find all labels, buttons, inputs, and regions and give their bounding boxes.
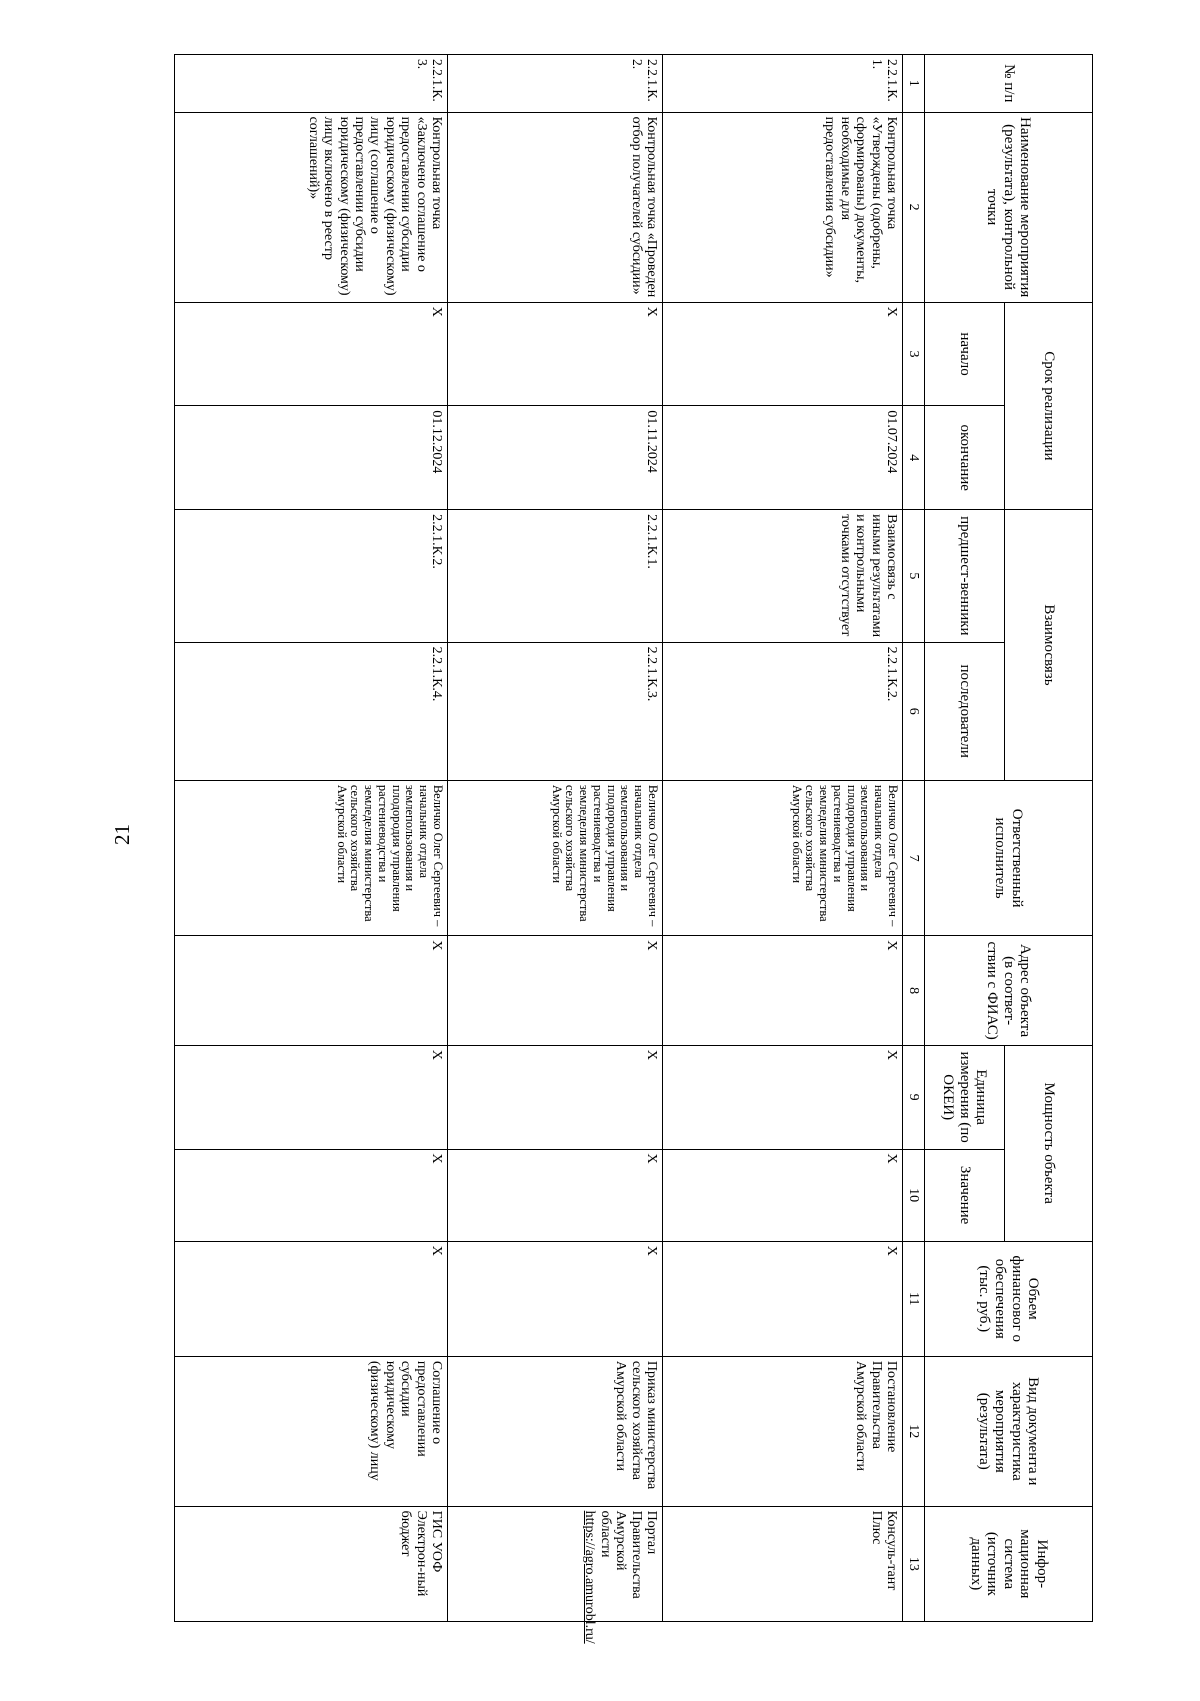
row-value: Х xyxy=(448,1149,663,1241)
header-executor: Ответственный исполнитель xyxy=(925,780,1093,936)
row-num: 2.2.1.К. 3. xyxy=(175,55,448,113)
header-unit: Единица измерения (по ОКЕИ) xyxy=(925,1045,1005,1149)
row-funding: Х xyxy=(663,1241,903,1356)
row-doc: Постановление Правительства Амурской области xyxy=(663,1356,903,1506)
header-doc: Вид документа и характеристика мероприятия (результата) xyxy=(925,1356,1093,1506)
page-number: 21 xyxy=(110,824,134,845)
row-successors: 2.2.1.К.2. xyxy=(663,642,903,780)
column-number: 8 xyxy=(903,936,925,1045)
row-unit: Х xyxy=(448,1045,663,1149)
row-unit: Х xyxy=(663,1045,903,1149)
column-numbers-row xyxy=(903,55,925,1622)
row-value: Х xyxy=(663,1149,903,1241)
row-end: 01.11.2024 xyxy=(448,406,663,510)
row-successors: 2.2.1.К.4. xyxy=(175,642,448,780)
header-num: № п/п xyxy=(925,55,1093,113)
table-row xyxy=(663,55,903,1622)
row-successors: 2.2.1.К.3. xyxy=(448,642,663,780)
row-system: Консуль-тант Плюс xyxy=(663,1506,903,1621)
column-number: 9 xyxy=(903,1045,925,1149)
column-number: 3 xyxy=(903,302,925,406)
rotated-table-container xyxy=(175,54,1093,1644)
header-name: Наименование мероприятия (результата), контрольной точки xyxy=(925,112,1093,302)
row-doc: Соглашение о предоставлении субсидии юридическому (физическому) лицу xyxy=(175,1356,448,1506)
header-funding: Объем финансовог о обеспечения (тыс. руб.) xyxy=(925,1241,1093,1356)
plan-table xyxy=(174,54,1093,1644)
row-funding: Х xyxy=(175,1241,448,1356)
row-start: Х xyxy=(448,302,663,406)
header-relation: Взаимосвязь xyxy=(1005,510,1093,781)
row-unit: Х xyxy=(175,1045,448,1149)
header-row-1 xyxy=(1005,55,1093,1622)
row-system-text: Портал Правительства Амурской области xyxy=(597,1510,659,1599)
header-period: Срок реализации xyxy=(1005,302,1093,509)
column-number: 5 xyxy=(903,510,925,642)
row-executor: Величко Олег Сергеевич – начальник отдела землепользования и плодородия управления растениеводства и земледелия министерства сельского хозяйства Амурской области xyxy=(448,780,663,936)
column-number: 4 xyxy=(903,406,925,510)
header-value: Значение xyxy=(925,1149,1005,1241)
column-number: 6 xyxy=(903,642,925,780)
column-number: 2 xyxy=(903,112,925,302)
row-system: ГИС УОФ Электрон-ный бюджет xyxy=(175,1506,448,1621)
row-executor: Величко Олег Сергеевич – начальник отдела землепользования и плодородия управления растениеводства и земледелия министерства сельского хозяйства Амурской области xyxy=(663,780,903,936)
row-end: 01.12.2024 xyxy=(175,406,448,510)
column-number: 13 xyxy=(903,1506,925,1621)
header-capacity: Мощность объекта xyxy=(1005,1045,1093,1241)
row-executor: Величко Олег Сергеевич – начальник отдела землепользования и плодородия управления растениеводства и земледелия министерства сельского хозяйства Амурской области xyxy=(175,780,448,936)
table-row xyxy=(448,55,663,1622)
header-start: начало xyxy=(925,302,1005,406)
row-predecessors: Взаимосвязь с иными результатами и контрольными точками отсутствует xyxy=(663,510,903,642)
row-address: Х xyxy=(175,936,448,1045)
portal-link[interactable]: https://agro.amurobl.ru/ xyxy=(582,1510,598,1644)
column-number: 11 xyxy=(903,1241,925,1356)
row-value: Х xyxy=(175,1149,448,1241)
row-address: Х xyxy=(663,936,903,1045)
row-end: 01.07.2024 xyxy=(663,406,903,510)
row-funding: Х xyxy=(448,1241,663,1356)
column-number: 10 xyxy=(903,1149,925,1241)
header-system: Инфор-мационная система (источник данных) xyxy=(925,1506,1093,1621)
row-num: 2.2.1.К. 1. xyxy=(663,55,903,113)
header-address: Адрес объекта (в соответ-ствии с ФИАС) xyxy=(925,936,1093,1045)
row-doc: Приказ министерства сельского хозяйства Амурской области xyxy=(448,1356,663,1506)
row-predecessors: 2.2.1.К.2. xyxy=(175,510,448,642)
column-number: 1 xyxy=(903,55,925,113)
header-successors: последователи xyxy=(925,642,1005,780)
row-start: Х xyxy=(663,302,903,406)
table-row xyxy=(175,55,448,1622)
row-predecessors: 2.2.1.К.1. xyxy=(448,510,663,642)
header-end: окончание xyxy=(925,406,1005,510)
row-system xyxy=(448,1506,663,1644)
row-name: Контрольная точка «Заключено соглашение о предоставлении субсидии юридическому (физическому) лицу (соглашение о предоставлении субсидии юридическому (физическому) лицу включено в реестр соглашений)» xyxy=(175,112,448,302)
row-address: Х xyxy=(448,936,663,1045)
row-num: 2.2.1.К. 2. xyxy=(448,55,663,113)
row-name: Контрольная точка «Проведен отбор получателей субсидии» xyxy=(448,112,663,302)
column-number: 7 xyxy=(903,780,925,936)
header-predecessors: предшест-венники xyxy=(925,510,1005,642)
column-number: 12 xyxy=(903,1356,925,1506)
row-start: Х xyxy=(175,302,448,406)
row-name: Контрольная точка «Утверждены (одобрены, сформированы) документы, необходимые для предоставления субсидии» xyxy=(663,112,903,302)
